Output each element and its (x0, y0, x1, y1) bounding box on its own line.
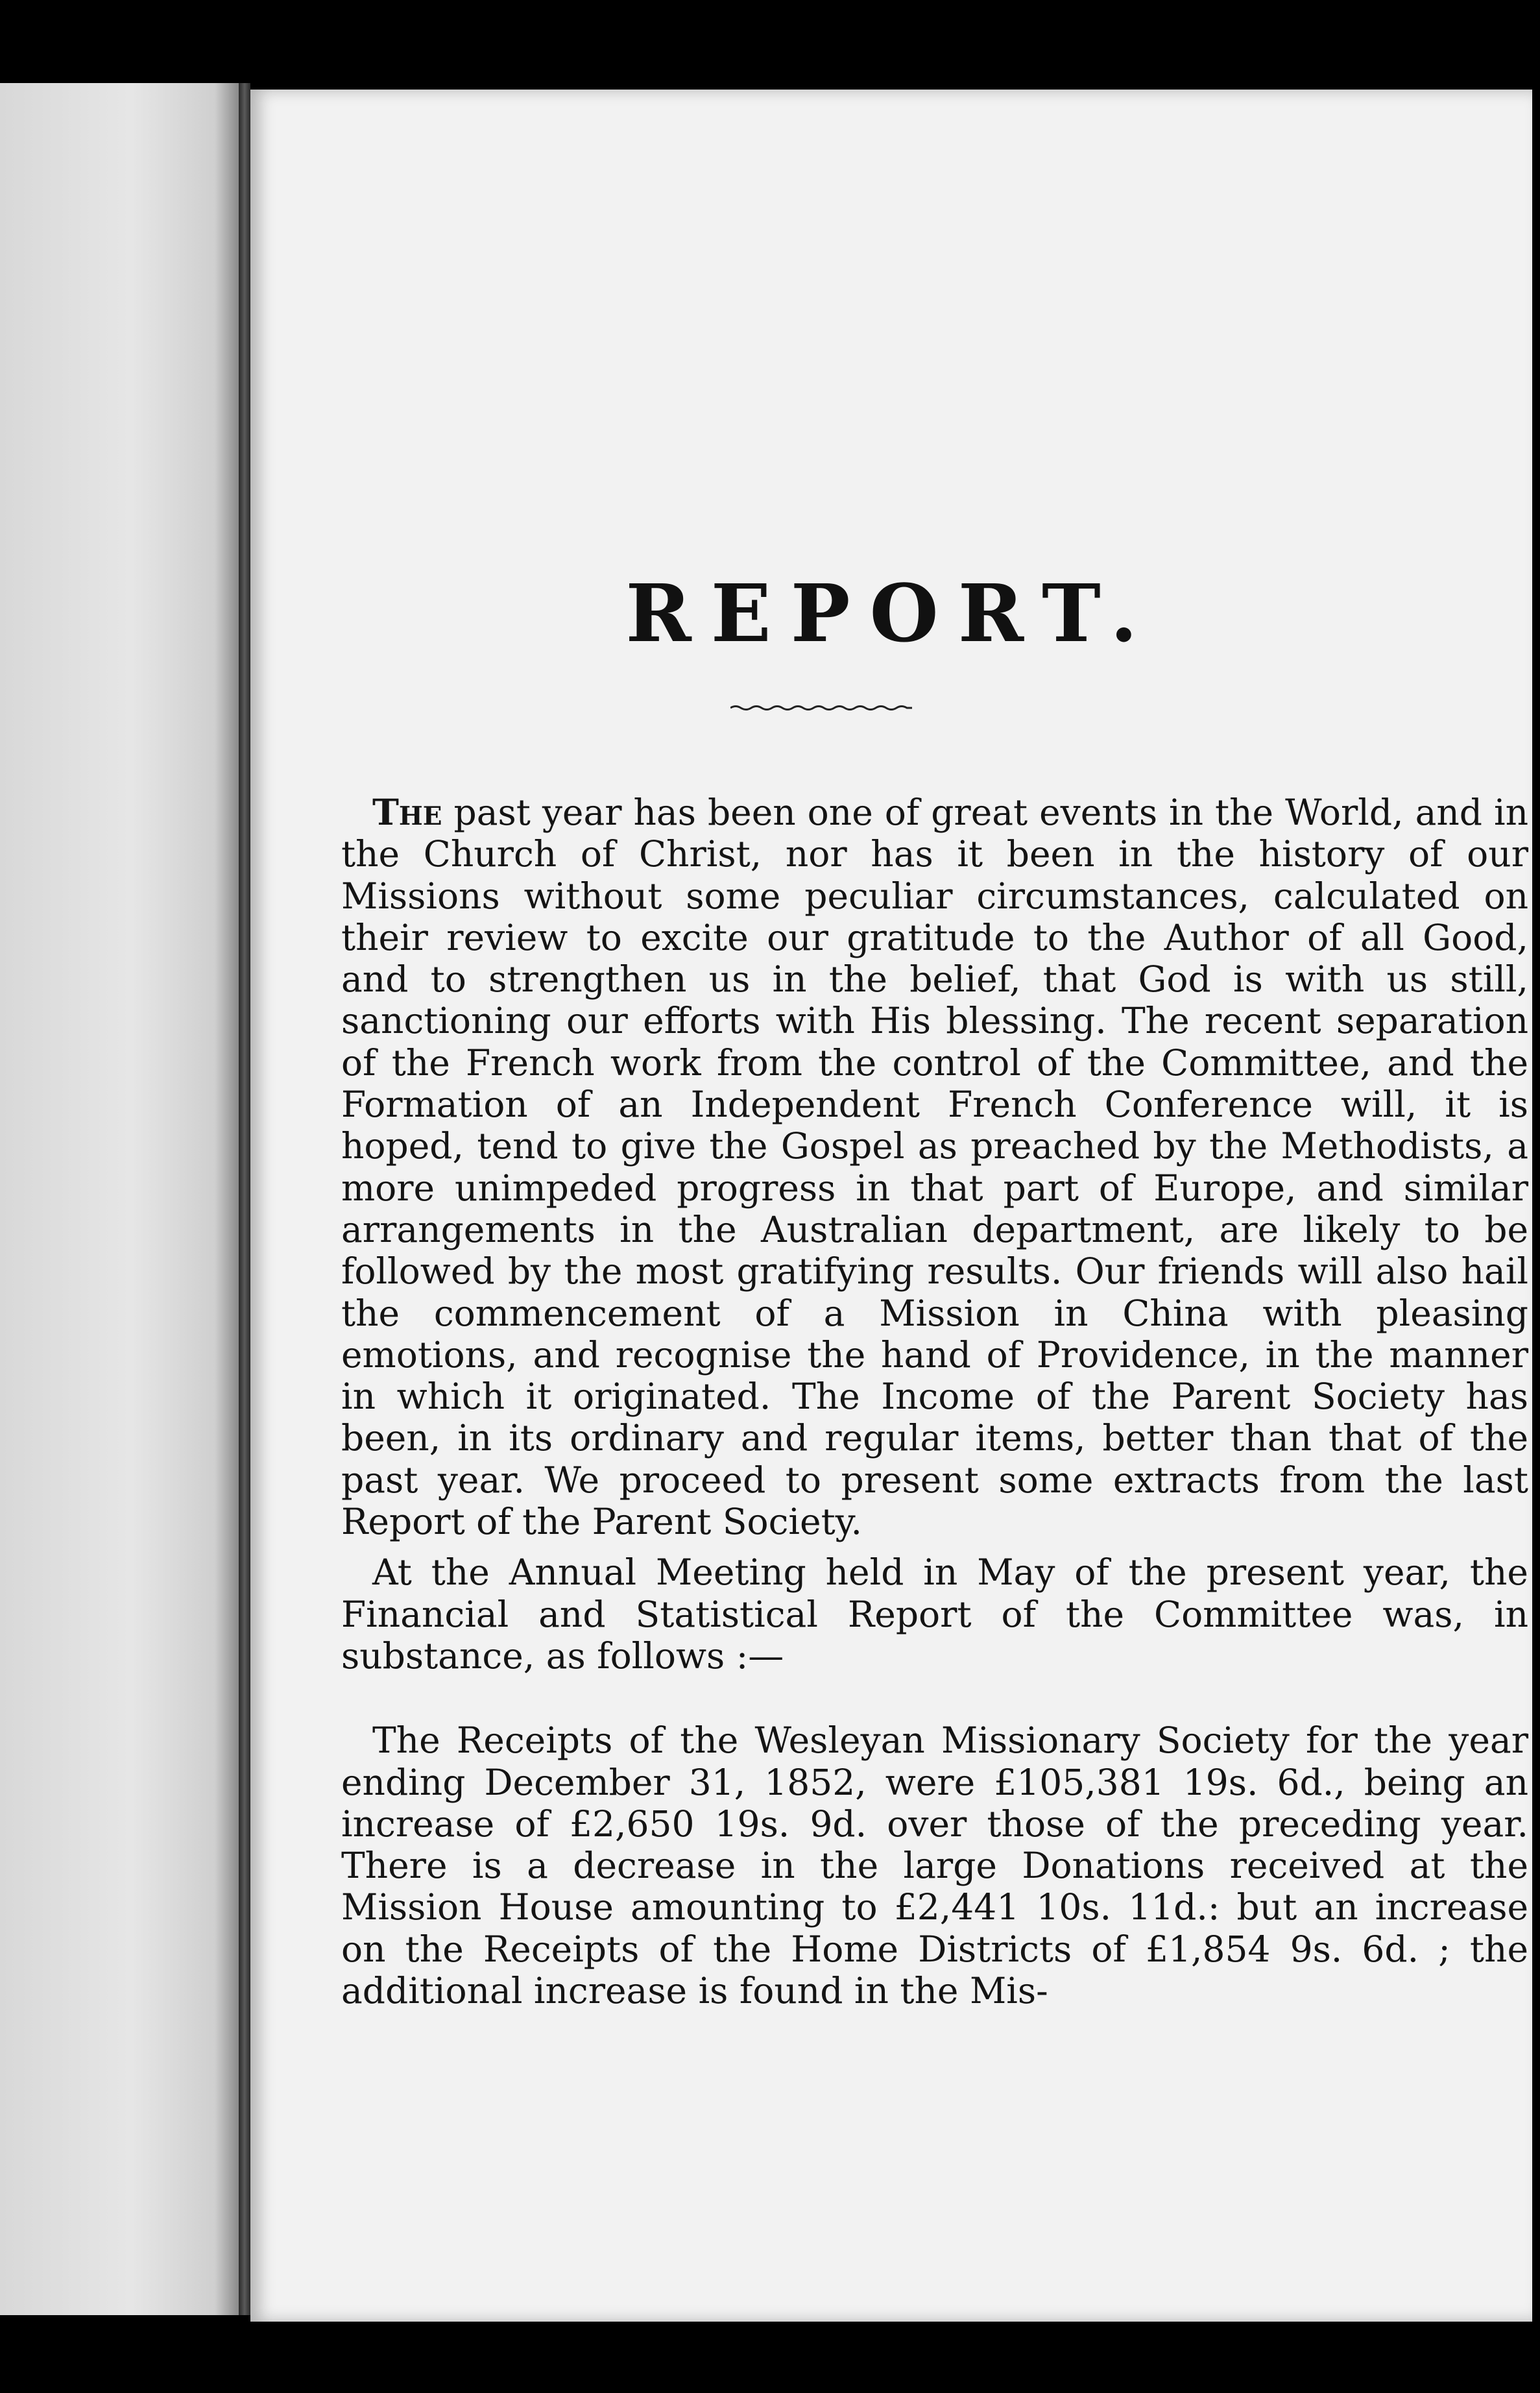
paragraph-text: The Receipts of the Wesleyan Missionary Society for the year ending December 31, 1852, were £105,381 19s. 6d., being an increase of £2,650 19s. 9d. over those of the preceding year. There is a decrease in the large Donations received at the Mission House amounting to £2,441 10s. 11d.: but an increase on the Receipts of the Home Districts of £1,854 9s. 6d. ; the additional increase is found in the Mis- (341, 1719, 1528, 2012)
left-page-edge (0, 83, 239, 2315)
paragraph-text: At the Annual Meeting held in May of the present year, the Financial and Statistical Report of the Committee was, in substance, as follows :— (341, 1551, 1528, 1677)
paragraph-annual-meeting (341, 1551, 1528, 1677)
paragraph-receipts (341, 1719, 1528, 2011)
page-title: REPORT. (625, 566, 1157, 660)
report-body (341, 792, 1528, 2011)
title-rule-ornament (730, 703, 912, 712)
paragraph-text: past year has been one of great events in the World, and in the Church of Christ, nor has it been in the history of our Missions without some peculiar circumstances, calculated on their review to excite our gratitude to the Author of all Good, and to strengthen us in the belief, that God is with us still, sanctioning our efforts with His blessing. The recent separation of the French work from the control of the Committee, and the Formation of an Independent French Conference will, it is hoped, tend to give the Gospel as preached by the Methodists, a more unimpeded progress in that part of Europe, and similar arrangements in the Australian department, are likely to be followed by the most gratifying results. Our friends will also hail the commencement of a Mission in China with pleasing emotions, and recognise the hand of Providence, in the manner in which it originated. The Income of the Parent Society has been, in its ordinary and regular items, better than that of the past year. We proceed to present some extracts from the last Report of the Parent Society. (341, 792, 1528, 1543)
book-spine (239, 83, 250, 2315)
drop-lead-word: The (372, 791, 442, 833)
paragraph-intro (341, 792, 1528, 1542)
document-page (250, 90, 1532, 2322)
